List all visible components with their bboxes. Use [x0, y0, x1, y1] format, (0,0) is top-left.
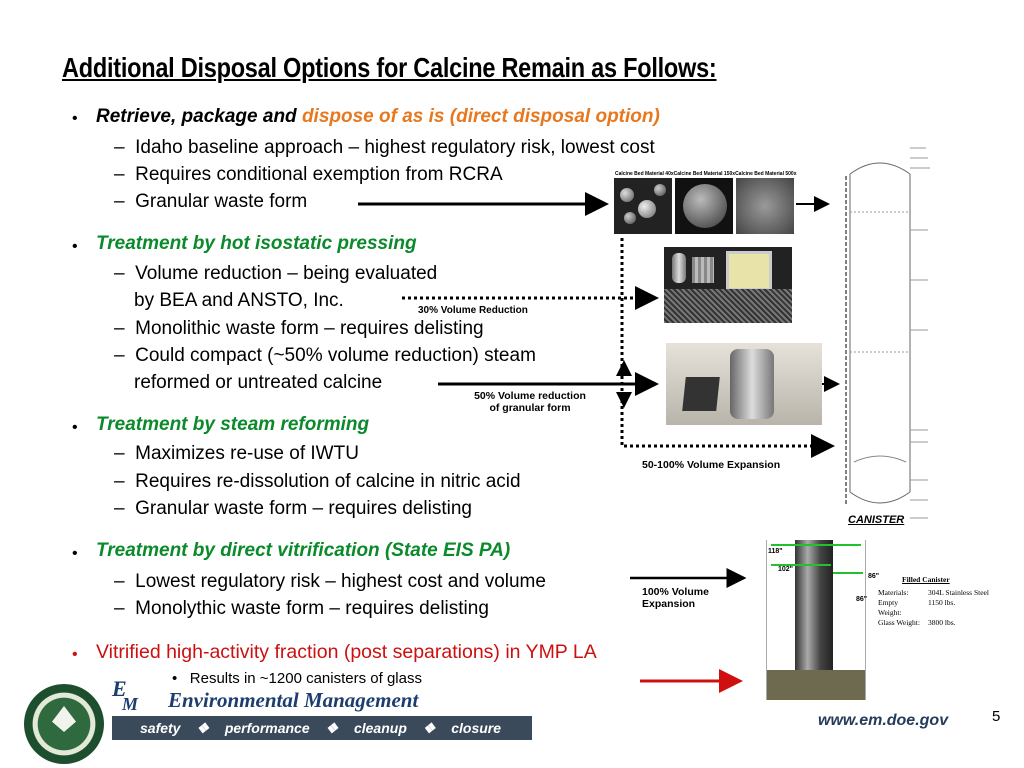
sub-bullet: – Volume reduction – being evaluated	[114, 263, 438, 284]
hip-product-image	[664, 247, 792, 323]
specs-title: Filled Canister	[902, 575, 950, 584]
footer-item: cleanup	[353, 720, 407, 736]
label-line: Expansion	[642, 598, 696, 610]
sub-bullet: – Requires re-dissolution of calcine in nitric acid	[114, 471, 521, 492]
dim-label: 86"	[868, 573, 880, 580]
sub-bullet-text: Could compact (~50% volume reduction) steam	[135, 345, 536, 366]
bullet-vitrified-haf: Vitrified high-activity fraction (post separations) in YMP LA	[96, 641, 597, 663]
page-number: 5	[992, 708, 1001, 725]
doe-seal-logo	[24, 684, 104, 764]
label-50-volume-reduction	[460, 390, 600, 414]
dim-label: 102"	[778, 566, 793, 573]
em-title: Environmental Management	[168, 688, 419, 712]
sub-bullet: – Granular waste form	[114, 191, 308, 212]
dim-label: 118"	[768, 548, 783, 555]
spec-value: 304L Stainless Steel	[928, 588, 989, 597]
footer-item: performance	[224, 720, 310, 736]
spec-value: 1150 lbs.	[928, 598, 956, 607]
label-line: 50% Volume reduction	[474, 390, 586, 402]
calcine-label: Calcine Bed Material 150x	[673, 171, 736, 177]
calcine-label: Calcine Bed Material 500x	[735, 171, 797, 177]
sub-bullet-continuation: reformed or untreated calcine	[134, 372, 383, 393]
label-line: of granular form	[489, 402, 571, 414]
footer-item: safety	[140, 720, 181, 736]
bullet-dot: •	[72, 110, 78, 127]
spec-value: 3800 lbs.	[928, 618, 956, 627]
sub-bullet-text: Maximizes re-use of IWTU	[135, 443, 359, 464]
calcine-image-500x	[736, 178, 794, 234]
sub-bullet-text: Granular waste form	[135, 191, 308, 212]
sub-bullet: • Results in ~1200 canisters of glass	[172, 670, 422, 687]
compacted-canister-image	[666, 343, 822, 425]
spec-key: Empty Weight:	[878, 598, 902, 617]
footer-bar	[112, 716, 532, 740]
calcine-label: Calcine Bed Material 40x	[615, 171, 674, 177]
sub-bullet: – Requires conditional exemption from RCRA	[114, 164, 503, 185]
em-logo-e: E	[112, 676, 127, 701]
sub-bullet-text: Idaho baseline approach – highest regulatory risk, lowest cost	[135, 137, 655, 158]
label-100-expansion	[642, 586, 709, 610]
sub-bullet-text: Requires re-dissolution of calcine in nitric acid	[135, 471, 521, 492]
sub-bullet: – Monolythic waste form – requires delisting	[114, 598, 489, 619]
footer-separator-icon: ❖	[325, 720, 339, 736]
sub-bullet: – Granular waste form – requires delisting	[114, 498, 472, 519]
sub-bullet: – Could compact (~50% volume reduction) steam	[114, 345, 536, 366]
filled-canister-specs	[878, 575, 989, 628]
bullet-dot: •	[72, 419, 78, 436]
sub-bullet: – Monolithic waste form – requires delisting	[114, 318, 484, 339]
sub-bullet-continuation: by BEA and ANSTO, Inc.	[134, 290, 344, 311]
page-title: Additional Disposal Options for Calcine Remain as Follows:	[62, 52, 717, 83]
canister-drawing	[836, 140, 956, 528]
sub-bullet-text: Granular waste form – requires delisting	[135, 498, 472, 519]
spec-key: Materials:	[878, 588, 909, 597]
sub-bullet-text: Lowest regulatory risk – highest cost and volume	[135, 571, 546, 592]
sub-bullet-text: Requires conditional exemption from RCRA	[135, 164, 503, 185]
bullet-dot: •	[72, 238, 78, 255]
dim-label: 86"	[856, 596, 868, 603]
em-logo-m: M	[122, 694, 139, 714]
calcine-image-40x	[614, 178, 672, 234]
calcine-image-strip	[614, 178, 794, 234]
spec-key: Glass Weight:	[878, 618, 920, 627]
calcine-image-labels	[615, 171, 795, 177]
bullet-dot: •	[72, 545, 78, 562]
bullet-direct-vitrification: Treatment by direct vitrification (State EIS PA)	[96, 540, 511, 561]
sub-bullet-text: Monolythic waste form – requires delisting	[135, 598, 489, 619]
calcine-image-150x	[675, 178, 733, 234]
footer-separator-icon: ❖	[196, 720, 209, 736]
bullet-label-part: Retrieve, package and	[96, 106, 302, 127]
label-line: 100% Volume	[642, 586, 709, 598]
bullet-dot: •	[72, 646, 78, 663]
sub-bullet: – Idaho baseline approach – highest regulatory risk, lowest cost	[114, 137, 655, 158]
bullet-steam-reforming: Treatment by steam reforming	[96, 414, 370, 435]
sub-bullet-text: Monolithic waste form – requires delisting	[135, 318, 484, 339]
bullet-label-highlight: dispose of as is (direct disposal option)	[301, 106, 660, 127]
footer-separator-icon: ❖	[422, 720, 436, 736]
footer-url[interactable]: www.em.doe.gov	[818, 712, 949, 729]
canister-label: CANISTER	[848, 514, 905, 526]
bullet-hot-isostatic: Treatment by hot isostatic pressing	[96, 233, 417, 254]
footer-item: closure	[451, 720, 502, 736]
sub-bullet: – Lowest regulatory risk – highest cost and volume	[114, 571, 546, 592]
sub-bullet: – Maximizes re-use of IWTU	[114, 443, 359, 464]
label-30-volume-reduction: 30% Volume Reduction	[418, 305, 528, 316]
glass-canister-photo	[766, 540, 866, 700]
sub-bullet-text: Volume reduction – being evaluated	[135, 263, 438, 284]
label-50-100-expansion: 50-100% Volume Expansion	[642, 459, 781, 471]
sub-bullet-text: Results in ~1200 canisters of glass	[189, 670, 422, 687]
